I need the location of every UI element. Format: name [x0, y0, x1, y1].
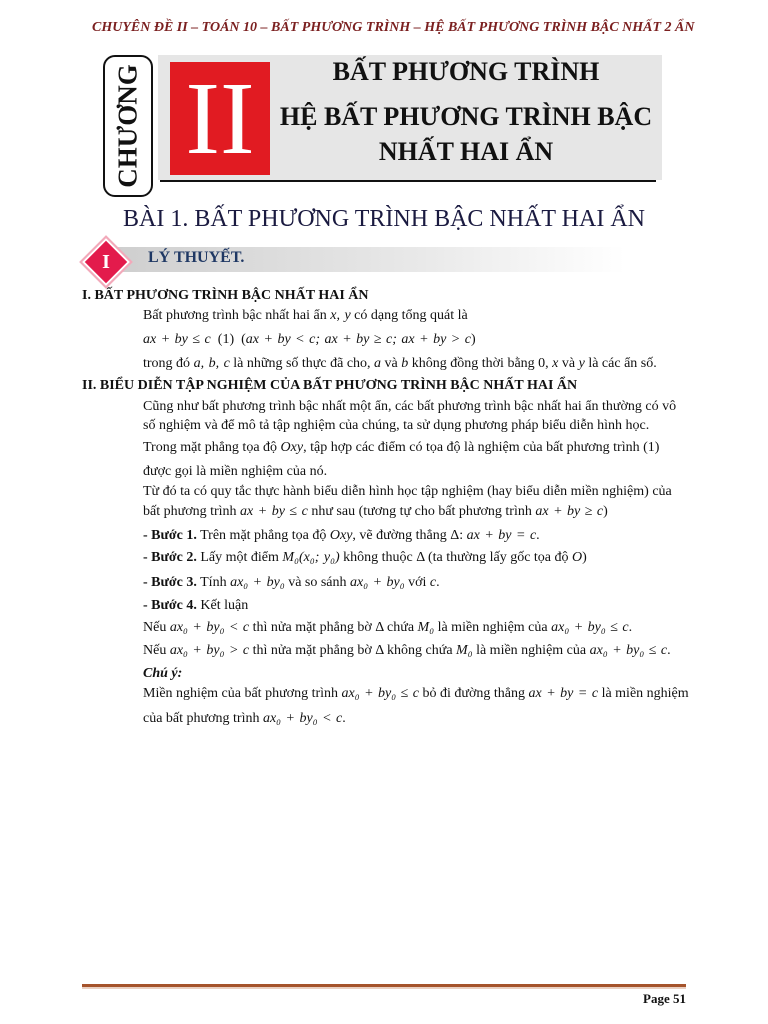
part-number: I [102, 250, 110, 273]
math-expression: ax₀ + by₀ < c [262, 711, 343, 726]
text-run: và [381, 356, 402, 371]
note-line [143, 709, 346, 729]
chapter-title-line: BẤT PHƯƠNG TRÌNH [332, 57, 600, 86]
text-run: Trong mặt phẳng tọa độ [143, 440, 281, 455]
body-line [143, 438, 659, 458]
note-label: Chú ý: [143, 666, 183, 681]
text-run: Nếu [143, 643, 170, 658]
math-expression: Oxy [329, 528, 353, 543]
math-expression: M₀ [456, 643, 473, 658]
text-run: . [667, 643, 671, 658]
chapter-label: CHƯƠNG [112, 64, 143, 188]
math-expression: y [578, 356, 585, 371]
part-title: LÝ THUYẾT. [148, 249, 245, 266]
text-run: có dạng tổng quát là [350, 308, 468, 323]
chapter-rule [160, 180, 656, 182]
step-label: - Bước 3. [143, 575, 197, 590]
text-run: Nếu [143, 620, 170, 635]
body-line [143, 482, 672, 502]
math-expression: ax + by = c [528, 686, 599, 701]
math-expression: ax + by ≥ c [535, 504, 604, 519]
body-line [143, 502, 608, 522]
text-run: là những số thực đã cho, [229, 356, 375, 371]
math-expression: a, b, c [193, 356, 230, 371]
math-expression: ax + by = c [466, 528, 537, 543]
text-run: Từ đó ta có quy tắc thực hành biểu diễn hình học tập nghiệm (hay biểu diễn miền nghiệm) của [143, 484, 672, 499]
math-expression: c [429, 575, 437, 590]
body-line [143, 641, 671, 661]
text-run: và so sánh [284, 575, 351, 590]
math-expression: Oxy [280, 440, 304, 455]
text-run: Tính [196, 575, 231, 590]
text-run: ) [470, 332, 476, 347]
section-heading: I. BẤT PHƯƠNG TRÌNH BẬC NHẤT HAI ẨN [82, 288, 369, 303]
text-run: trong đó [143, 356, 194, 371]
text-run: là miền nghiệm của [472, 643, 590, 658]
text-run: như sau (tương tự cho bất phương trình [307, 504, 536, 519]
lesson-title: BÀI 1. BẤT PHƯƠNG TRÌNH BẬC NHẤT HAI ẨN [123, 206, 645, 232]
text-run: là miền nghiệm [598, 686, 689, 701]
math-expression: ax₀ + by₀ [350, 575, 405, 590]
text-run: , tập hợp các điểm có tọa độ là nghiệm của bất phương trình (1) [303, 440, 660, 455]
text-run: . [628, 620, 633, 635]
chapter-number-badge [170, 62, 270, 175]
text-run: Trên mặt phẳng tọa độ [196, 528, 330, 543]
body-line [143, 354, 657, 374]
section-heading: II. BIỂU DIỄN TẬP NGHIỆM CỦA BẤT PHƯƠNG TRÌNH BẬC NHẤT HAI ẨN [82, 378, 578, 393]
body-line [143, 416, 649, 436]
text-run: được gọi là miền nghiệm của nó. [143, 464, 328, 479]
text-run: , vẽ đường thẳng Δ: [352, 528, 467, 543]
math-expression: ax + by ≤ c [143, 332, 211, 347]
math-expression: ax₀ + by₀ < c [169, 620, 250, 635]
text-run: thì nửa mặt phẳng bờ Δ chứa [249, 620, 418, 635]
math-expression: ax + by < c; ax + by ≥ c; ax + by > c [245, 332, 471, 347]
text-run: thì nửa mặt phẳng bờ Δ không chứa [249, 643, 457, 658]
text-run: Kết luận [196, 598, 249, 613]
text-run: và [558, 356, 579, 371]
text-run: là các ẩn số. [584, 356, 657, 371]
text-run: Bất phương trình bậc nhất hai ẩn [143, 308, 331, 323]
text-run: bỏ đi đường thẳng [419, 686, 529, 701]
step-line [143, 526, 540, 546]
math-expression: ax₀ + by₀ ≤ c [341, 686, 420, 701]
text-run: (1) ( [210, 332, 246, 347]
step-label: - Bước 4. [143, 598, 197, 613]
text-run: . [342, 711, 346, 726]
math-expression: O [572, 550, 583, 565]
math-expression: b [401, 356, 409, 371]
body-line [143, 306, 468, 326]
text-run: Miền nghiệm của bất phương trình [143, 686, 342, 701]
body-line [143, 462, 327, 482]
text-run: . [536, 528, 540, 543]
step-label: - Bước 1. [143, 528, 197, 543]
chapter-tab [103, 55, 153, 197]
text-run: không thuộc Δ (ta thường lấy gốc tọa độ [339, 550, 573, 565]
page-number: Page 51 [643, 991, 686, 1006]
text-run: số nghiệm và để mô tả tập nghiệm của chúng, ta sử dụng phương pháp biểu diễn hình học. [143, 418, 650, 433]
text-run: của bất phương trình [143, 711, 263, 726]
footer-rule [82, 984, 686, 987]
math-expression: a [374, 356, 382, 371]
math-expression: M₀(x₀; y₀) [282, 550, 340, 565]
text-run: bất phương trình [143, 504, 241, 519]
text-run: không đồng thời bằng 0, [408, 356, 553, 371]
step-line [143, 596, 248, 616]
math-expression: ax + by ≤ c [240, 504, 308, 519]
step-line [143, 573, 440, 593]
body-line [143, 618, 632, 638]
chapter-title-line: NHẤT HAI ẨN [378, 137, 554, 166]
math-expression: M₀ [417, 620, 435, 635]
text-run: là miền nghiệm của [434, 620, 552, 635]
chapter-title-line: HỆ BẤT PHƯƠNG TRÌNH BẬC [279, 102, 653, 131]
chapter-number: II [185, 60, 255, 176]
step-label: - Bước 2. [143, 550, 197, 565]
math-expression: ax₀ + by₀ > c [169, 643, 250, 658]
math-expression: x [552, 356, 559, 371]
body-line [143, 397, 676, 417]
step-line [143, 548, 587, 568]
text-run: ) [603, 504, 608, 519]
text-run: với [404, 575, 430, 590]
text-run: ) [582, 550, 587, 565]
math-expression: ax₀ + by₀ [230, 575, 285, 590]
text-run: Lấy một điểm [196, 550, 283, 565]
note-line [143, 684, 689, 704]
math-expression: x, y [330, 308, 351, 323]
math-expression: ax₀ + by₀ ≤ c [589, 643, 668, 658]
running-header: CHUYÊN ĐỀ II – TOÁN 10 – BẤT PHƯƠNG TRÌNH – HỆ BẤT PHƯƠNG TRÌNH BẬC NHẤT 2 ẨN [92, 20, 695, 35]
math-expression: ax₀ + by₀ ≤ c [551, 620, 629, 635]
text-run: Cũng như bất phương trình bậc nhất một ẩn, các bất phương trình bậc nhất hai ẩn thường có vô [143, 399, 677, 414]
body-line [143, 330, 476, 350]
text-run: . [436, 575, 440, 590]
